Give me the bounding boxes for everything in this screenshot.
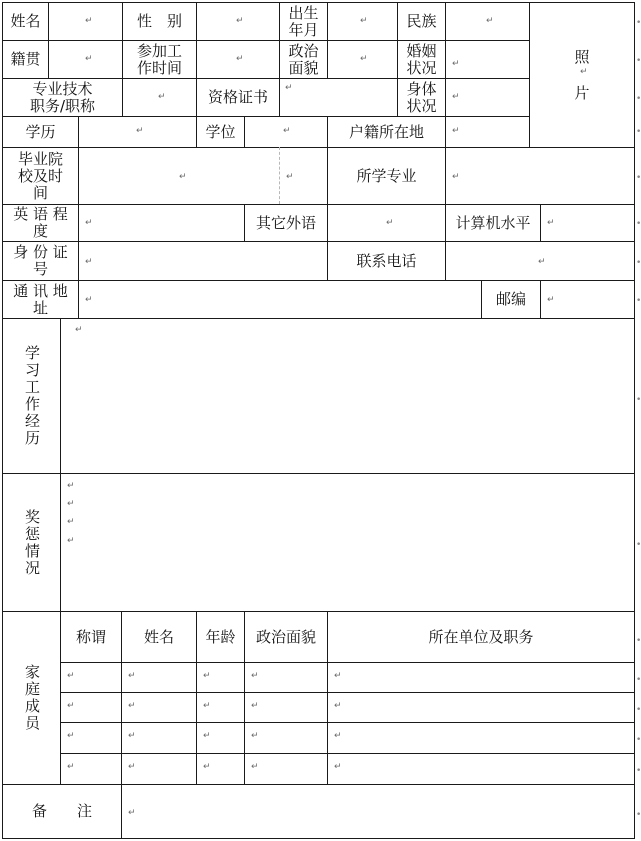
label-native-place: 籍贯 — [10, 50, 41, 68]
label-address: 通 讯 地 址 — [13, 281, 68, 317]
rule — [2, 40, 530, 41]
paragraph-mark: ↵ — [67, 481, 75, 491]
paragraph-mark: ↵ — [179, 172, 187, 182]
label-resume: 学习工作经历 — [23, 345, 41, 447]
rule — [445, 241, 446, 280]
label-id-number: 身 份 证 号 — [13, 243, 68, 278]
label-political-status: 政治 面貌 — [288, 41, 319, 77]
row-end-mark: • — [636, 219, 641, 229]
paragraph-mark: ↵ — [360, 54, 368, 64]
row-end-mark: • — [636, 127, 641, 137]
paragraph-mark: ↵ — [334, 762, 342, 772]
paragraph-mark: ↵ — [452, 126, 460, 136]
rule — [48, 2, 49, 78]
family-header-relation: 称谓 — [75, 627, 106, 646]
paragraph-mark: ↵ — [251, 731, 259, 741]
paragraph-mark: ↵ — [283, 126, 291, 136]
paragraph-mark: ↵ — [67, 701, 75, 711]
paragraph-mark: ↵ — [67, 671, 75, 681]
rule — [196, 2, 197, 78]
label-hukou: 户籍所在地 — [348, 122, 424, 141]
paragraph-mark: ↵ — [67, 517, 75, 527]
row-end-mark: • — [636, 636, 641, 646]
row-end-mark: • — [636, 296, 641, 306]
paragraph-mark: ↵ — [136, 126, 144, 136]
paragraph-mark: ↵ — [67, 762, 75, 772]
label-education: 学历 — [25, 122, 56, 141]
paragraph-mark: ↵ — [67, 731, 75, 741]
label-awards: 奖惩情况 — [23, 508, 41, 577]
paragraph-mark: ↵ — [203, 701, 211, 711]
label-english-level: 英 语 程 度 — [13, 205, 68, 240]
paragraph-mark: ↵ — [334, 671, 342, 681]
label-phone: 联系电话 — [356, 251, 417, 270]
family-header-name: 姓名 — [143, 627, 174, 646]
border-right — [634, 2, 635, 839]
rule — [445, 2, 446, 78]
paragraph-mark: ↵ — [236, 54, 244, 64]
paragraph-mark: ↵ — [85, 54, 93, 64]
paragraph-mark: ↵ — [158, 92, 166, 102]
paragraph-mark: ↵ — [538, 257, 546, 267]
paragraph-mark: ↵ — [547, 295, 555, 305]
label-major: 所学专业 — [356, 166, 417, 185]
paragraph-mark: ↵ — [85, 295, 93, 305]
row-end-mark: • — [636, 675, 641, 685]
paragraph-mark: ↵ — [286, 172, 294, 182]
row-end-mark: • — [636, 18, 641, 28]
rule — [445, 78, 446, 116]
rule — [327, 204, 328, 241]
rule — [2, 241, 635, 242]
label-family: 家庭成员 — [23, 664, 41, 732]
rule — [445, 147, 446, 204]
rule — [2, 147, 635, 148]
rule — [78, 116, 79, 147]
label-marital-status: 婚姻 状况 — [406, 41, 437, 77]
label-school: 毕业院 校及时 间 — [17, 149, 63, 202]
paragraph-mark: ↵ — [128, 671, 136, 681]
rule — [78, 147, 79, 204]
rule — [122, 78, 123, 116]
rule — [2, 318, 635, 319]
row-end-mark: • — [636, 173, 641, 183]
row-end-mark: • — [636, 94, 641, 104]
paragraph-mark: ↵ — [452, 59, 460, 69]
paragraph-mark: ↵ — [251, 762, 259, 772]
label-gender: 性 别 — [136, 12, 182, 30]
rule — [60, 662, 635, 663]
rule — [78, 241, 79, 280]
paragraph-mark: ↵ — [547, 218, 555, 228]
paragraph-mark: ↵ — [75, 325, 83, 335]
rule — [78, 204, 79, 241]
rule — [2, 473, 635, 474]
label-remarks: 备 注 — [31, 802, 92, 820]
paragraph-mark: ↵ — [85, 257, 93, 267]
label-work-start: 参加工 作时间 — [136, 41, 182, 77]
paragraph-mark: ↵ — [580, 67, 588, 77]
paragraph-mark: ↵ — [128, 731, 136, 741]
rule — [78, 280, 79, 318]
paragraph-mark: ↵ — [128, 762, 136, 772]
rule — [540, 280, 541, 318]
paragraph-mark: ↵ — [236, 16, 244, 26]
dashed-guide — [279, 147, 280, 204]
label-other-language: 其它外语 — [255, 213, 316, 232]
label-degree: 学位 — [205, 122, 236, 141]
label-professional-title: 专业技术 职务/职称 — [29, 79, 96, 115]
paragraph-mark: ↵ — [452, 172, 460, 182]
label-birth-date: 出生 年月 — [288, 3, 319, 39]
paragraph-mark: ↵ — [360, 16, 368, 26]
paragraph-mark: ↵ — [486, 16, 494, 26]
label-health: 身体 状况 — [406, 79, 437, 115]
paragraph-mark: ↵ — [203, 731, 211, 741]
row-end-mark: • — [636, 258, 641, 268]
border-bottom — [2, 838, 635, 839]
label-ethnicity: 民族 — [406, 12, 437, 30]
paragraph-mark: ↵ — [85, 16, 93, 26]
label-certificate: 资格证书 — [207, 88, 268, 106]
paragraph-mark: ↵ — [251, 671, 259, 681]
row-end-mark: • — [636, 395, 641, 405]
paragraph-mark: ↵ — [128, 701, 136, 711]
rule — [60, 722, 635, 723]
rule — [279, 78, 280, 116]
paragraph-mark: ↵ — [67, 536, 75, 546]
paragraph-mark: ↵ — [128, 808, 136, 818]
family-header-employer: 所在单位及职务 — [428, 627, 534, 646]
paragraph-mark: ↵ — [251, 701, 259, 711]
rule — [60, 753, 635, 754]
rule — [445, 116, 446, 147]
paragraph-mark: ↵ — [386, 218, 394, 228]
row-end-mark: • — [636, 735, 641, 745]
paragraph-mark: ↵ — [452, 92, 460, 102]
family-header-age: 年龄 — [205, 627, 236, 646]
rule — [60, 692, 635, 693]
rule — [327, 2, 328, 78]
paragraph-mark: ↵ — [334, 701, 342, 711]
paragraph-mark: ↵ — [334, 731, 342, 741]
label-name: 姓名 — [10, 12, 41, 30]
family-header-political: 政治面貌 — [255, 627, 316, 646]
rule — [540, 204, 541, 241]
paragraph-mark: ↵ — [285, 83, 293, 93]
rule — [2, 116, 530, 117]
rule — [244, 116, 245, 147]
row-end-mark: • — [636, 810, 641, 820]
paragraph-mark: ↵ — [67, 499, 75, 509]
paragraph-mark: ↵ — [203, 671, 211, 681]
rule — [60, 318, 61, 784]
row-end-mark: • — [636, 56, 641, 66]
row-end-mark: • — [636, 766, 641, 776]
photo-box: 照 片 — [574, 48, 590, 102]
paragraph-mark: ↵ — [203, 762, 211, 772]
label-zip: 邮编 — [495, 290, 526, 308]
row-end-mark: • — [636, 540, 641, 550]
label-computer-level: 计算机水平 — [455, 213, 531, 232]
row-end-mark: • — [636, 705, 641, 715]
paragraph-mark: ↵ — [85, 218, 93, 228]
